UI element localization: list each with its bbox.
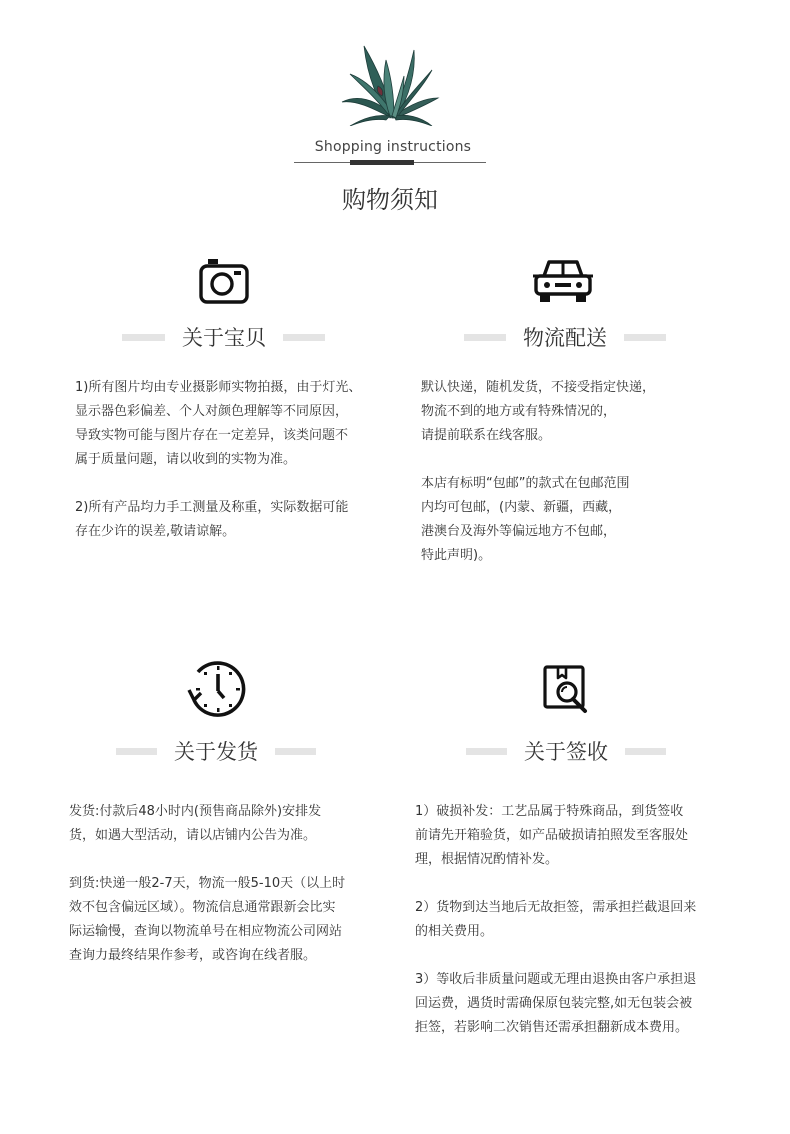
text-line: 效不包含偏远区域）。物流信息通常跟新会比实 [69,900,336,915]
text-line: 理，根据情况酌情补发。 [415,852,559,867]
page-subtitle: Shopping instructions [314,139,472,155]
section-title-wuliu: 物流配送 [506,324,624,352]
text-line: 请提前联系在线客服。 [421,428,552,443]
text-line: 到货:快递一般2-7天，物流一般5-10天（以上时 [69,876,346,891]
page-title: 购物须知 [342,186,438,214]
section-body-baobei [75,376,395,544]
text-line: 前请先开箱验货，如产品破损请拍照发至客服处 [415,828,689,843]
text-line: 内均可包邮，(内蒙、新疆，西藏， [421,500,622,515]
text-line: 的相关费用。 [415,924,494,939]
text-line: 3）等收后非质量问题或无理由退换由客户承担退 [415,972,697,987]
text-line: 1)所有图片均由专业摄影师实物拍摄，由于灯光、 [75,380,362,395]
text-line: 默认快递，随机发货，不接受指定快递， [421,380,656,395]
text-line: 2）货物到达当地后无故拒签，需承担拦截退回来 [415,900,697,915]
text-line: 导致实物可能与图片存在一定差异，该类问题不 [75,428,349,443]
succulent-plant-illustration [338,40,442,126]
section-title-baobei: 关于宝贝 [165,324,283,352]
text-line: 货，如遇大型活动，请以店铺内公告为准。 [69,828,317,843]
text-line: 回运费，遇货时需确保原包装完整,如无包装会被 [415,996,693,1011]
text-line: 发货:付款后48小时内(预售商品除外)安排发 [69,804,322,819]
text-line: 属于质量问题，请以收到的实物为准。 [75,452,297,467]
clock-icon [186,660,246,718]
text-line: 物流不到的地方或有特殊情况的， [421,404,617,419]
text-line: 存在少许的误差,敬请谅解。 [75,524,236,539]
text-line: 本店有标明“包邮”的款式在包邮范围 [421,476,630,491]
text-line: 1）破损补发：工艺品属于特殊商品，到货签收 [415,804,684,819]
section-body-qianshou [415,800,760,1040]
camera-icon [198,256,250,306]
text-line: 显示器色彩偏差、个人对颜色理解等不同原因， [75,404,349,419]
header-divider-accent [350,160,414,165]
text-line: 港澳台及海外等偏远地方不包邮， [421,524,617,539]
text-line: 2)所有产品均力手工测量及称重，实际数据可能 [75,500,349,515]
package-inspect-icon [542,664,590,714]
section-body-fahuo [69,800,399,968]
section-title-fahuo: 关于发货 [157,738,275,766]
section-title-qianshou: 关于签收 [507,738,625,766]
text-line: 际运输慢，查询以物流单号在相应物流公司网站 [69,924,343,939]
section-body-wuliu [421,376,751,568]
text-line: 拒签，若影响二次销售还需承担翻新成本费用。 [415,1020,689,1035]
text-line: 特此声明)。 [421,548,492,563]
car-icon [532,258,594,304]
text-line: 查询力最终结果作参考，或咨询在线者服。 [69,948,317,963]
